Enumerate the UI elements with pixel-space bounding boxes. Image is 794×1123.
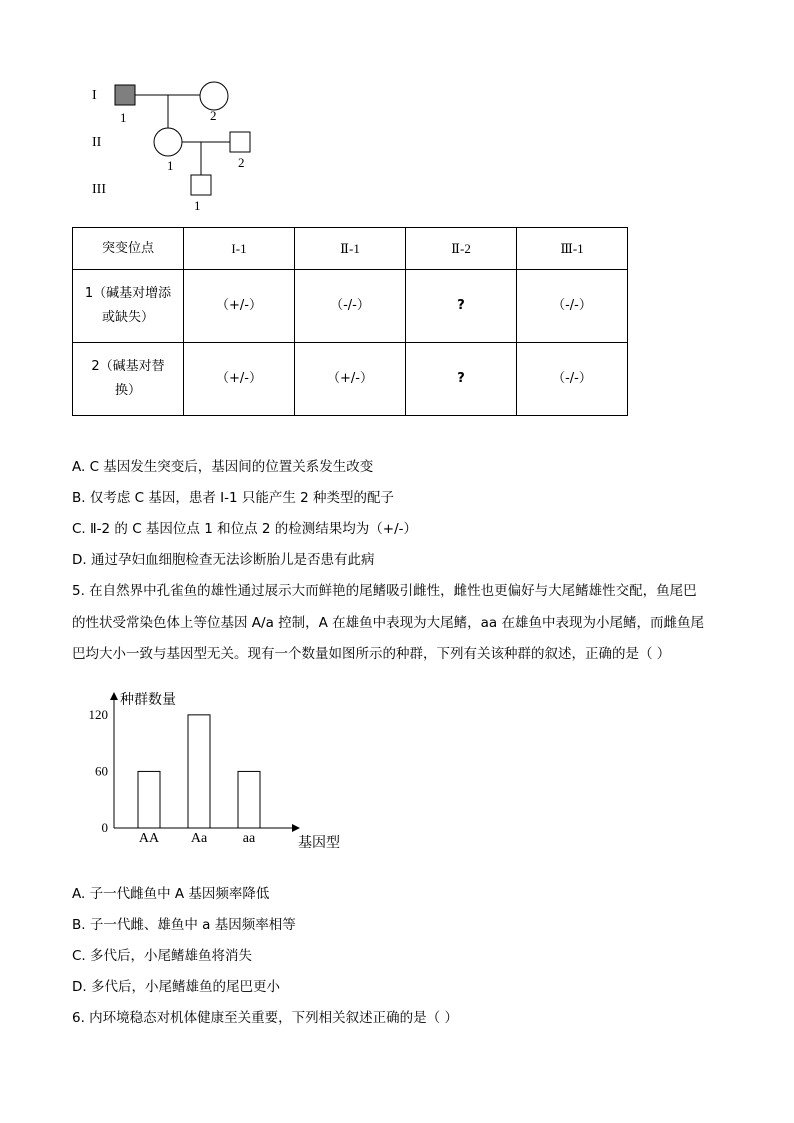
- table-row-label: [73, 343, 184, 416]
- table-header-cell: 突变位点: [73, 228, 184, 270]
- table-row: [73, 343, 628, 416]
- pedigree-I-2-female: [200, 82, 228, 110]
- table-header-cell: Ⅱ-1: [295, 228, 406, 270]
- table-header-row: [73, 228, 628, 270]
- table-header-cell: Ⅱ-2: [406, 228, 517, 270]
- chart-y-tick-label: 120: [88, 706, 108, 722]
- table-row-label-line: 换）: [114, 383, 141, 398]
- table-header-cell: Ⅲ-1: [517, 228, 628, 270]
- chart-y-axis-label: 种群数量: [120, 692, 176, 708]
- table-row-label: [73, 270, 184, 343]
- pedigree-chart: [80, 72, 280, 222]
- table-cell: （-/-）: [517, 270, 628, 343]
- table-row: [73, 270, 628, 343]
- chart-svg: [88, 686, 358, 856]
- chart-category-label: aa: [242, 831, 256, 846]
- pedigree-III-1-male: [191, 175, 211, 195]
- pedigree-svg: [80, 72, 280, 222]
- table-cell: （-/-）: [295, 270, 406, 343]
- table-cell: ?: [406, 270, 517, 343]
- pedigree-II-2-male: [230, 132, 250, 152]
- mutation-table: [72, 227, 628, 416]
- q4-option-b: B. 仅考虑 C 基因，患者 I-1 只能产生 2 种类型的配子: [72, 490, 395, 506]
- table-row-label-line: 或缺失）: [101, 310, 154, 325]
- q5-option-d: D. 多代后，小尾鳍雄鱼的尾巴更小: [72, 979, 280, 995]
- q4-option-a: A. C 基因发生突变后，基因间的位置关系发生改变: [72, 459, 374, 475]
- chart-bar: [238, 771, 260, 828]
- pedigree-number-II-2: 2: [238, 155, 245, 170]
- pedigree-number-II-1: 1: [167, 158, 174, 173]
- chart-y-tick-label: 0: [101, 820, 108, 835]
- q5-stem-line: 巴均大小一致与基因型无关。现有一个数量如图所示的种群，下列有关该种群的叙述，正确的是（ ）: [72, 646, 671, 662]
- table-header-cell: I-1: [184, 228, 295, 270]
- pedigree-I-1-affected-male: [115, 85, 135, 105]
- chart-category-label: Aa: [190, 831, 208, 846]
- chart-bar: [188, 715, 210, 828]
- q5-stem-line: 的性状受常染色体上等位基因 A/a 控制，A 在雄鱼中表现为大尾鳍，aa 在雄鱼中表现为小尾鳍，而雌鱼尾: [72, 615, 705, 631]
- generation-label-I: I: [92, 88, 97, 103]
- pedigree-number-I-1: 1: [120, 110, 127, 125]
- table-cell: ?: [406, 343, 517, 416]
- chart-x-axis-label: 基因型: [298, 835, 340, 851]
- pedigree-II-1-female: [154, 128, 182, 156]
- q4-option-c: C. Ⅱ-2 的 C 基因位点 1 和位点 2 的检测结果均为（+/-）: [72, 521, 417, 537]
- table-cell: （+/-）: [184, 343, 295, 416]
- population-bar-chart: [88, 686, 358, 856]
- q5-option-c: C. 多代后，小尾鳍雄鱼将消失: [72, 948, 253, 964]
- pedigree-number-III-1: 1: [194, 198, 201, 213]
- chart-y-tick-label: 60: [95, 763, 108, 779]
- chart-category-label: AA: [138, 831, 160, 846]
- generation-label-III: III: [92, 182, 106, 197]
- table-cell: （+/-）: [184, 270, 295, 343]
- generation-label-II: II: [92, 135, 102, 150]
- q5-option-b: B. 子一代雌、雄鱼中 a 基因频率相等: [72, 917, 296, 933]
- table-row-label-line: 2（碱基对替: [91, 359, 165, 374]
- q5-stem-line: 5. 在自然界中孔雀鱼的雄性通过展示大而鲜艳的尾鳍吸引雌性，雌性也更偏好与大尾鳍雄性交配，鱼尾巴: [72, 583, 697, 599]
- pedigree-number-I-2: 2: [210, 108, 217, 123]
- q6-stem: 6. 内环境稳态对机体健康至关重要，下列相关叙述正确的是（ ）: [72, 1010, 458, 1026]
- table-cell: （+/-）: [295, 343, 406, 416]
- q5-option-a: A. 子一代雌鱼中 A 基因频率降低: [72, 886, 270, 902]
- table-row-label-line: 1（碱基对增添: [84, 286, 172, 301]
- q4-option-d: D. 通过孕妇血细胞检查无法诊断胎儿是否患有此病: [72, 552, 375, 568]
- table-cell: （-/-）: [517, 343, 628, 416]
- chart-bar: [138, 771, 160, 828]
